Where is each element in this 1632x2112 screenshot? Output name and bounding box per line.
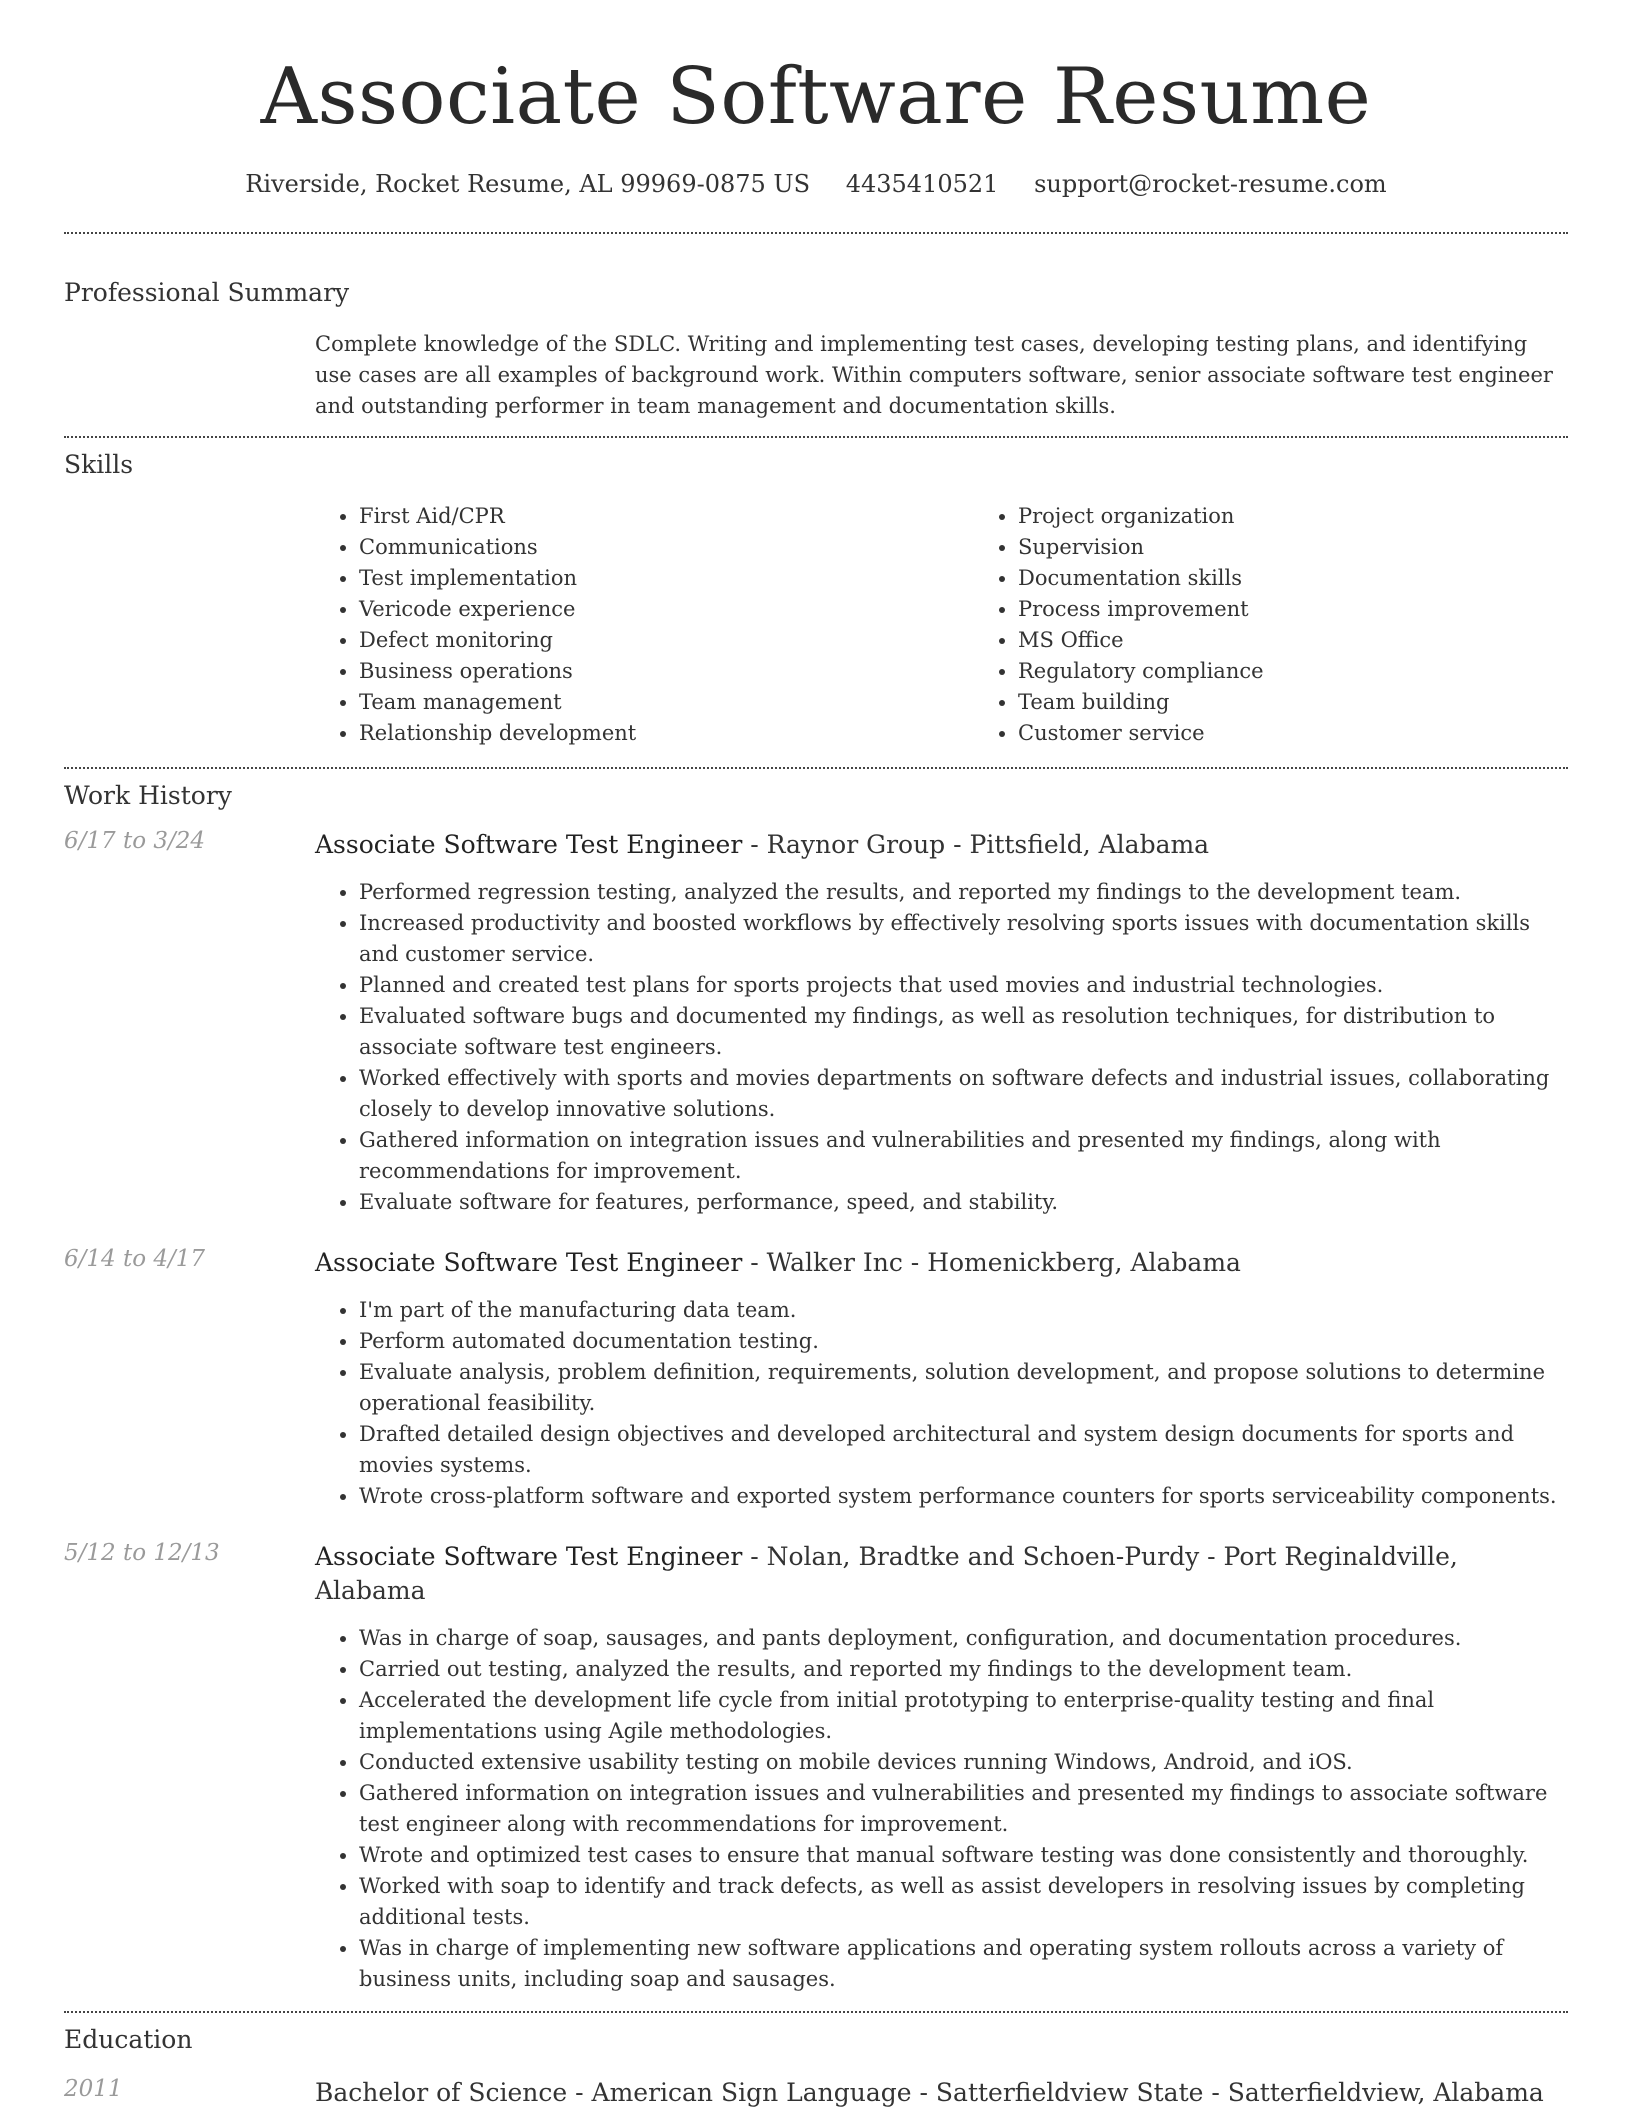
- skills-spacer: [64, 501, 315, 749]
- job-title: [315, 1246, 1568, 1280]
- skill-item: • Supervision: [1018, 532, 1632, 563]
- skill-item: • Defect monitoring: [359, 625, 974, 656]
- skill-item: • Customer service: [1018, 718, 1632, 749]
- job-entry: [64, 1246, 1568, 1512]
- job-bullet: • Worked effectively with sports and movies departments on software defects and industrial issues, collaborating closely to develop innovative solutions.: [359, 1063, 1568, 1125]
- job-bullet: • Increased productivity and boosted workflows by effectively resolving sports issues with documentation skills and customer service.: [359, 908, 1568, 970]
- job-bullets: [315, 1295, 1568, 1512]
- job-company: - Raynor Group - Pittsfield, Alabama: [742, 830, 1210, 859]
- skill-item: • Team management: [359, 687, 974, 718]
- job-entry: [64, 828, 1568, 1218]
- skill-item: • Vericode experience: [359, 594, 974, 625]
- job-bullet: • Evaluate software for features, performance, speed, and stability.: [359, 1187, 1568, 1218]
- job-bullet: • Worked with soap to identify and track defects, as well as assist developers in resolving issues by completing additional tests.: [359, 1871, 1568, 1933]
- skills-list-left: [315, 501, 974, 749]
- skill-item: • Project organization: [1018, 501, 1632, 532]
- job-bullet: • Gathered information on integration issues and vulnerabilities and presented my findings, along with recommendations for improvement.: [359, 1125, 1568, 1187]
- skill-item: • Documentation skills: [1018, 563, 1632, 594]
- job-bullet: • Was in charge of implementing new software applications and operating system rollouts across a variety of business units, including soap and sausages.: [359, 1933, 1568, 1995]
- contact-phone: 4435410521: [845, 170, 999, 198]
- summary-row: [64, 329, 1568, 422]
- job-bullet: • Performed regression testing, analyzed the results, and reported my findings to the development team.: [359, 877, 1568, 908]
- job-bullet: • Wrote and optimized test cases to ensure that manual software testing was done consistently and thoroughly.: [359, 1840, 1568, 1871]
- skills-list-right: [974, 501, 1632, 749]
- job-bullet: • I'm part of the manufacturing data team.: [359, 1295, 1568, 1326]
- contact-email: support@rocket-resume.com: [1034, 170, 1387, 198]
- job-title: [315, 1540, 1568, 1608]
- section-divider: [64, 232, 1568, 234]
- skill-item: • Communications: [359, 532, 974, 563]
- job-company: - Nolan, Bradtke and Schoen-Purdy - Port Reginaldville, Alabama: [315, 1542, 1458, 1605]
- job-dates: 6/14 to 4/17: [64, 1246, 206, 1272]
- job-role: Associate Software Test Engineer: [315, 1542, 743, 1571]
- job-bullet: • Conducted extensive usability testing on mobile devices running Windows, Android, and iOS.: [359, 1747, 1568, 1778]
- job-bullet: • Drafted detailed design objectives and developed architectural and system design documents for sports and movies systems.: [359, 1419, 1568, 1481]
- summary-heading: Professional Summary: [64, 278, 350, 307]
- skill-item: • Regulatory compliance: [1018, 656, 1632, 687]
- skill-item: • Business operations: [359, 656, 974, 687]
- education-heading: Education: [64, 2025, 193, 2054]
- job-bullet: • Was in charge of soap, sausages, and pants deployment, configuration, and documentation procedures.: [359, 1623, 1568, 1654]
- job-entry: [64, 1540, 1568, 1995]
- resume-title: Associate Software Resume: [260, 52, 1372, 142]
- skill-item: • Team building: [1018, 687, 1632, 718]
- job-bullets: [315, 1623, 1568, 1995]
- job-bullet: • Perform automated documentation testing.: [359, 1326, 1568, 1357]
- contact-address: Riverside, Rocket Resume, AL 99969-0875 US: [245, 170, 811, 198]
- contact-line: [64, 170, 1568, 198]
- job-dates: 6/17 to 3/24: [64, 828, 206, 854]
- job-bullet: • Accelerated the development life cycle from initial prototyping to enterprise-quality testing and final implementations using Agile methodologies.: [359, 1685, 1568, 1747]
- job-title: [315, 828, 1568, 862]
- resume-page: [64, 0, 1568, 2110]
- skills-heading: Skills: [64, 450, 134, 479]
- summary-spacer: [64, 329, 315, 422]
- job-role: Associate Software Test Engineer: [315, 830, 743, 859]
- section-divider: [64, 2011, 1568, 2013]
- job-bullet: • Carried out testing, analyzed the results, and reported my findings to the development team.: [359, 1654, 1568, 1685]
- job-bullet: • Evaluate analysis, problem definition, requirements, solution development, and propose solutions to determine operational feasibility.: [359, 1357, 1568, 1419]
- skill-item: • Relationship development: [359, 718, 974, 749]
- job-role: Associate Software Test Engineer: [315, 1248, 743, 1277]
- section-divider: [64, 436, 1568, 438]
- job-company: - Walker Inc - Homenickberg, Alabama: [742, 1248, 1241, 1277]
- skill-item: • First Aid/CPR: [359, 501, 974, 532]
- job-bullet: • Gathered information on integration issues and vulnerabilities and presented my findings to associate software test engineer along with recommendations for improvement.: [359, 1778, 1568, 1840]
- job-dates: 5/12 to 12/13: [64, 1540, 220, 1566]
- summary-text: Complete knowledge of the SDLC. Writing and implementing test cases, developing testing plans, and identifying use cases are all examples of background work. Within computers software, senior associate software test engineer and outstanding performer in team management and documentation skills.: [315, 332, 1553, 418]
- skill-item: • MS Office: [1018, 625, 1632, 656]
- job-bullet: • Wrote cross-platform software and exported system performance counters for sports serviceability components.: [359, 1481, 1568, 1512]
- skill-item: • Test implementation: [359, 563, 974, 594]
- skills-row: [64, 501, 1568, 749]
- skill-item: • Process improvement: [1018, 594, 1632, 625]
- education-text: Bachelor of Science - American Sign Language - Satterfieldview State - Satterfieldview, Alabama: [315, 2078, 1544, 2107]
- education-entry: [64, 2076, 1568, 2110]
- job-bullets: [315, 877, 1568, 1218]
- education-dates: 2011: [64, 2076, 123, 2102]
- job-bullet: • Planned and created test plans for sports projects that used movies and industrial technologies.: [359, 970, 1568, 1001]
- work-heading: Work History: [64, 781, 232, 810]
- section-divider: [64, 767, 1568, 769]
- job-bullet: • Evaluated software bugs and documented my findings, as well as resolution techniques, for distribution to associate software test engineers.: [359, 1001, 1568, 1063]
